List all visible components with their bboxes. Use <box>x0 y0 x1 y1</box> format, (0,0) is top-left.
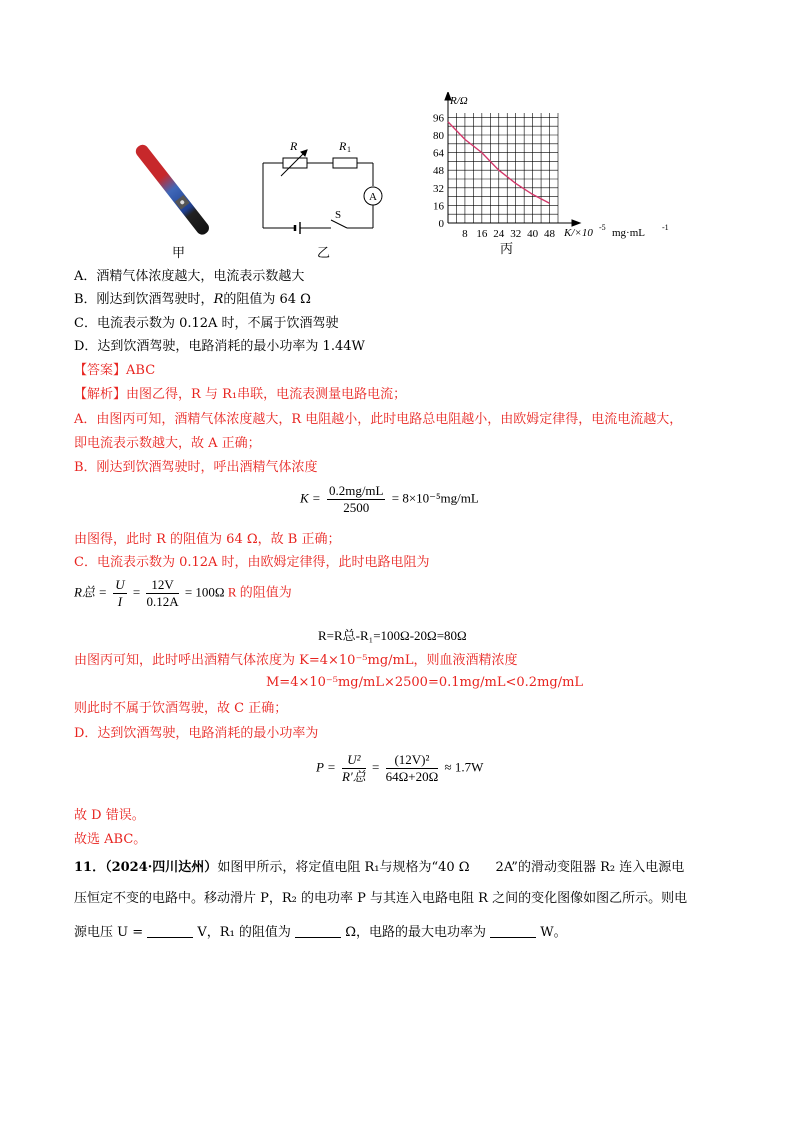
switch-label: S <box>335 209 342 221</box>
graph-axes <box>445 92 580 226</box>
figure-bing-label: 丙 <box>500 242 514 257</box>
circuit-diagram <box>255 138 390 238</box>
eq4-right: ≈ 1.7W <box>444 759 484 775</box>
question-11-text-3b: V，R₁ 的阻值为 <box>197 925 291 940</box>
circuit-r-label: R <box>290 139 298 153</box>
eq2-tail: R 的阻值为 <box>227 584 292 600</box>
x-tick-label: 24 <box>493 228 505 240</box>
analysis-line-7: 由图丙可知，此时呼出酒精气体浓度为 K=4×10⁻⁵mg/mL，则血液酒精浓度 <box>74 653 518 668</box>
analysis-line-9: 则此时不属于饮酒驾驶，故 C 正确； <box>74 701 288 716</box>
eq2-frac2-num: 12V <box>146 577 178 594</box>
eq2-frac2-den: 0.12A <box>146 594 179 609</box>
answer-line <box>74 361 155 381</box>
analysis-line-1 <box>74 385 406 405</box>
question-11-text-1: 如图甲所示，将定值电阻 R₁与规格为“40 Ω 2A”的滑动变阻器 R₂ 连入电源电 <box>217 860 685 875</box>
graph-grid <box>448 113 558 223</box>
resistance-concentration-graph <box>420 92 680 252</box>
eq1-numerator: 0.2mg/mL <box>328 483 384 498</box>
eq1-denominator: 2500 <box>343 500 370 515</box>
figure-jia-label: 甲 <box>172 246 186 261</box>
y-tick-label: 80 <box>433 130 444 142</box>
circuit-r1-label: R <box>339 139 347 153</box>
eq2-left: R总 = <box>74 584 107 600</box>
y-tick-label: 16 <box>433 200 444 213</box>
analysis-line-6: C．电流表示数为 0.12A 时，由欧姆定律得，此时电路电阻为 <box>74 555 430 570</box>
equation-r: R=R总-R₁=100Ω-20Ω=80Ω <box>318 628 467 643</box>
switch-s <box>331 220 347 228</box>
equation-k <box>300 483 479 516</box>
eq2-frac1-num: U <box>115 577 125 592</box>
graph-x-axis-exp: -5 <box>599 223 606 232</box>
resistor-r1 <box>333 158 357 168</box>
question-11-line-3 <box>74 923 567 943</box>
graph-x-axis-label: K/×10 <box>564 227 593 239</box>
y-tick-label: 64 <box>433 147 444 160</box>
graph-ticks <box>433 112 556 240</box>
ammeter-label: A <box>369 191 377 203</box>
x-tick-label: 8 <box>462 228 468 240</box>
circuit-r1-sub: 1 <box>347 145 351 154</box>
analysis-line-10: D．达到饮酒驾驶，电路消耗的最小功率为 <box>74 726 319 741</box>
analysis-label: 【解析】 <box>74 387 127 402</box>
answer-label: 【答案】 <box>74 363 127 378</box>
option-b-post: 的阻值为 64 Ω <box>223 292 311 307</box>
rheostat-r <box>283 158 307 168</box>
figure-yi-label: 乙 <box>317 246 331 261</box>
x-axis-arrow <box>572 220 580 226</box>
eq4-frac2-den: 64Ω+20Ω <box>385 769 439 784</box>
question-11-text-3c: Ω，电路的最大电功率为 <box>345 925 486 940</box>
eq1-right: = 8×10⁻⁵mg/mL <box>391 490 479 506</box>
question-11-text-3d: W。 <box>540 925 567 940</box>
x-tick-label: 32 <box>510 228 522 240</box>
analysis-line-11: 故 D 错误。 <box>74 808 145 823</box>
blank-voltage[interactable] <box>147 923 193 938</box>
question-11-line-1 <box>74 858 684 878</box>
blank-r1-resistance[interactable] <box>295 923 341 938</box>
y-tick-label: 48 <box>433 165 444 178</box>
analysis-line-4: B．刚达到饮酒驾驶时，呼出酒精气体浓度 <box>74 460 318 475</box>
question-11-number: 11． <box>74 860 106 875</box>
question-11-source: （2024·四川达州） <box>105 860 218 875</box>
blank-max-power[interactable] <box>490 923 536 938</box>
eq2-right: = 100Ω <box>184 584 225 600</box>
eq4-left: P = <box>316 759 336 775</box>
question-11-text-3a: 源电压 U = <box>74 925 144 940</box>
analysis-line-3: 即电流表示数越大，故 A 正确； <box>74 436 261 451</box>
x-tick-label: 40 <box>527 228 539 240</box>
equation-power: P = $\frac{\text{U²}}{\text{R′总}}$ = $\frac{\text{(12V)²}}{64\Omega+20\Omega}$ ≈ 1.7W <box>316 752 484 784</box>
option-a: A．酒精气体浓度越大，电流表示数越大 <box>74 269 305 284</box>
answer-value: ABC <box>126 363 156 378</box>
graph-y-axis-label: R/Ω <box>450 95 468 107</box>
y-tick-label: 96 <box>433 112 444 125</box>
eq4-frac1-den: R′总 <box>341 769 366 784</box>
graph-x-axis-unit: mg·mL <box>612 227 645 239</box>
x-tick-label: 48 <box>544 228 556 240</box>
y-tick-label: 0 <box>438 218 444 230</box>
option-c: C．电流表示数为 0.12A 时，不属于饮酒驾驶 <box>74 316 339 331</box>
analysis-line-5: 由图得，此时 R 的阻值为 64 Ω，故 B 正确； <box>74 532 341 547</box>
eq2-frac1-den: I <box>117 594 123 609</box>
eq4-frac2-num: (12V)² <box>386 752 439 769</box>
graph-x-axis-unit-exp: -1 <box>662 223 669 232</box>
analysis-line-8: M=4×10⁻⁵mg/mL×2500=0.1mg/mL<0.2mg/mL <box>266 675 584 690</box>
equation-r-total: R总 = $\frac{U}{I}$ = $\frac{12V}{0.12A}$ = 100Ω R 的阻值为 <box>74 577 292 609</box>
analysis-line-2: A．由图丙可知，酒精气体浓度越大，R 电阻越小，此时电路总电阻越小，由欧姆定律得，电流电流越大， <box>74 412 683 427</box>
option-b <box>74 290 311 310</box>
option-b-var: R <box>213 292 224 307</box>
x-tick-label: 16 <box>476 228 488 240</box>
breathalyzer-image <box>125 140 220 240</box>
analysis-line-12: 故选 ABC。 <box>74 832 147 847</box>
option-d: D．达到饮酒驾驶，电路消耗的最小功率为 1.44W <box>74 339 365 354</box>
analysis-text-1: 由图乙得，R 与 R₁串联，电流表测量电路电流； <box>126 387 407 402</box>
eq1-left: K = <box>300 490 321 506</box>
y-tick-label: 32 <box>433 182 444 195</box>
option-b-pre: B．刚达到饮酒驾驶时， <box>74 292 214 307</box>
question-11-line-2: 压恒定不变的电路中。移动滑片 P，R₂ 的电功率 P 与其连入电路电阻 R 之间的变化图像如图乙所示。则电 <box>74 891 688 906</box>
eq4-frac1-num: U² <box>342 752 366 769</box>
